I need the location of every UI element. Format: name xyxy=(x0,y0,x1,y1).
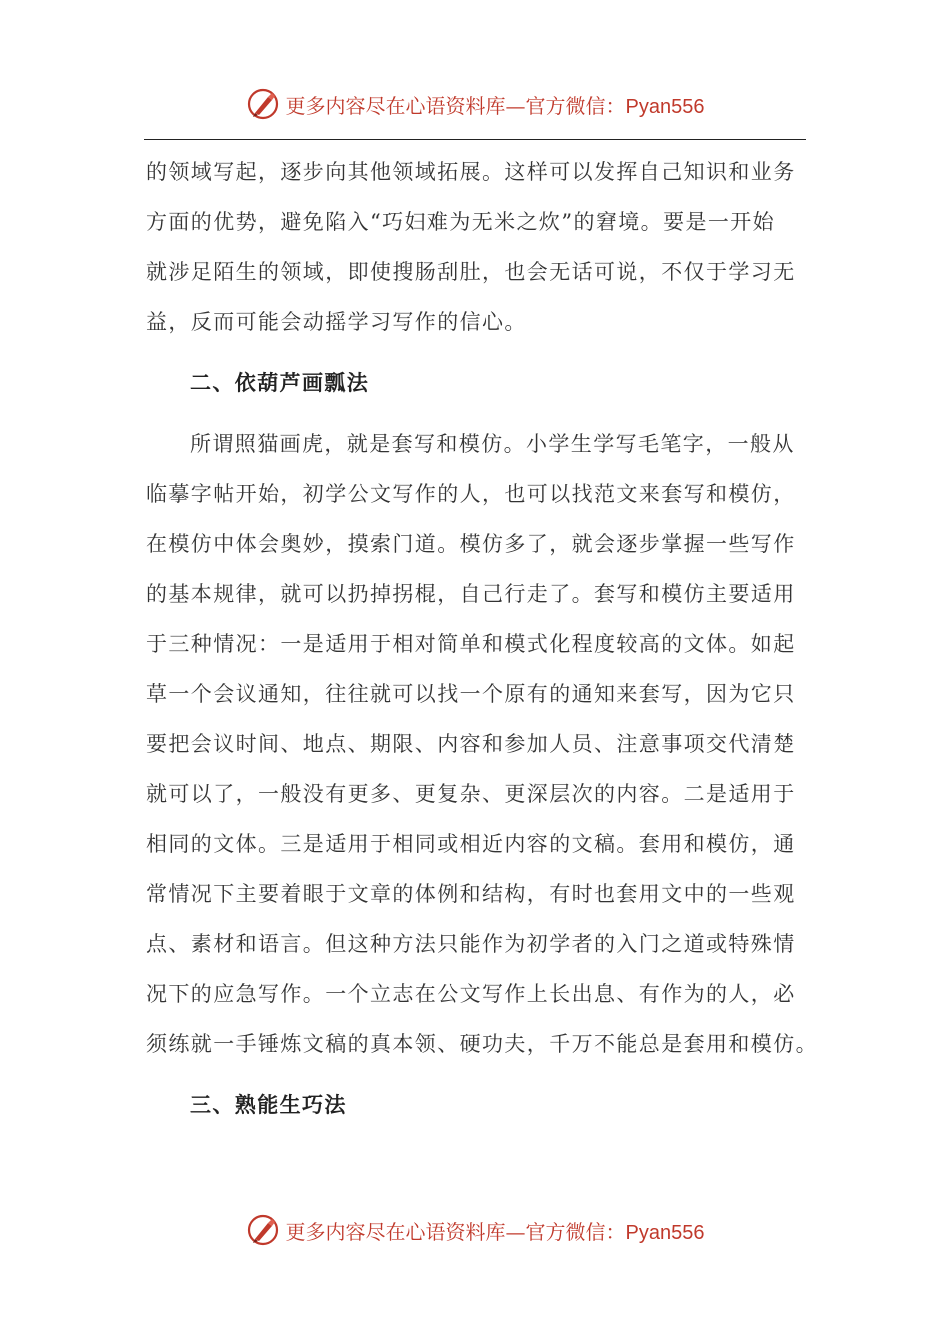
footer-banner-main: 更多内容尽在心语资料库 xyxy=(285,1219,506,1244)
para2-line-1: 所谓照猫画虎，就是套写和模仿。小学生学写毛笔字，一般从 xyxy=(190,432,795,456)
document-body xyxy=(146,147,818,1130)
para2-line-6: 草一个会议通知，往往就可以找一个原有的通知来套写，因为它只 xyxy=(146,682,796,706)
para2-line-10: 常情况下主要着眼于文章的体例和结构，有时也套用文中的一些观 xyxy=(146,882,796,906)
para1-line-3: 就涉足陌生的领域，即使搜肠刮肚，也会无话可说，不仅于学习无 xyxy=(146,260,796,284)
para2-line-7: 要把会议时间、地点、期限、内容和参加人员、注意事项交代清楚 xyxy=(146,732,796,756)
para1-line-1: 的领域写起，逐步向其他领域拓展。这样可以发挥自己知识和业务 xyxy=(146,160,796,184)
footer-wechat-id: Pyan556 xyxy=(625,1221,705,1244)
para2-line-8: 就可以了，一般没有更多、更复杂、更深层次的内容。二是适用于 xyxy=(146,782,796,806)
para2-line-11: 点、素材和语言。但这种方法只能作为初学者的入门之道或特殊情 xyxy=(146,932,796,956)
section-heading-2: 二、依葫芦画瓢法 xyxy=(190,370,370,395)
section-heading-3: 三、熟能生巧法 xyxy=(190,1092,347,1117)
footer-wechat-label: 官方微信： xyxy=(525,1219,626,1244)
footer-banner-text xyxy=(286,1216,705,1245)
spacer xyxy=(146,408,796,419)
header-banner-main: 更多内容尽在心语资料库 xyxy=(285,93,506,118)
para2-line-12: 况下的应急写作。一个立志在公文写作上长出息、有作为的人，必 xyxy=(146,982,796,1006)
para2-line-9: 相同的文体。三是适用于相同或相近内容的文稿。套用和模仿，通 xyxy=(146,832,796,856)
header-banner-dash: — xyxy=(505,93,526,118)
para2-line-4: 的基本规律，就可以扔掉拐棍，自己行走了。套写和模仿主要适用 xyxy=(146,582,796,606)
pen-logo-icon xyxy=(246,1213,280,1247)
header-banner-inner xyxy=(246,87,705,121)
para2-line-5: 于三种情况：一是适用于相对简单和模式化程度较高的文体。如起 xyxy=(146,632,796,656)
spacer xyxy=(146,347,796,358)
para2-line-13: 须练就一手锤炼文稿的真本领、硬功夫，千万不能总是套用和模仿。 xyxy=(146,1032,818,1056)
para2-line-3: 在模仿中体会奥妙，摸索门道。模仿多了，就会逐步掌握一些写作 xyxy=(146,532,796,556)
para2-line-2: 临摹字帖开始，初学公文写作的人，也可以找范文来套写和模仿， xyxy=(146,482,796,506)
header-wechat-label: 官方微信： xyxy=(525,93,626,118)
header-divider xyxy=(144,139,806,140)
pen-logo-icon xyxy=(246,87,280,121)
spacer xyxy=(146,1069,796,1080)
footer-banner xyxy=(0,1210,950,1250)
footer-banner-dash: — xyxy=(505,1219,526,1244)
header-banner xyxy=(0,84,950,124)
para1-line-2: 方面的优势，避免陷入“巧妇难为无米之炊”的窘境。要是一开始 xyxy=(146,210,776,234)
header-banner-text xyxy=(286,90,705,119)
para1-line-4: 益，反而可能会动摇学习写作的信心。 xyxy=(146,310,527,334)
header-wechat-id: Pyan556 xyxy=(625,95,705,118)
footer-banner-inner xyxy=(246,1213,705,1247)
